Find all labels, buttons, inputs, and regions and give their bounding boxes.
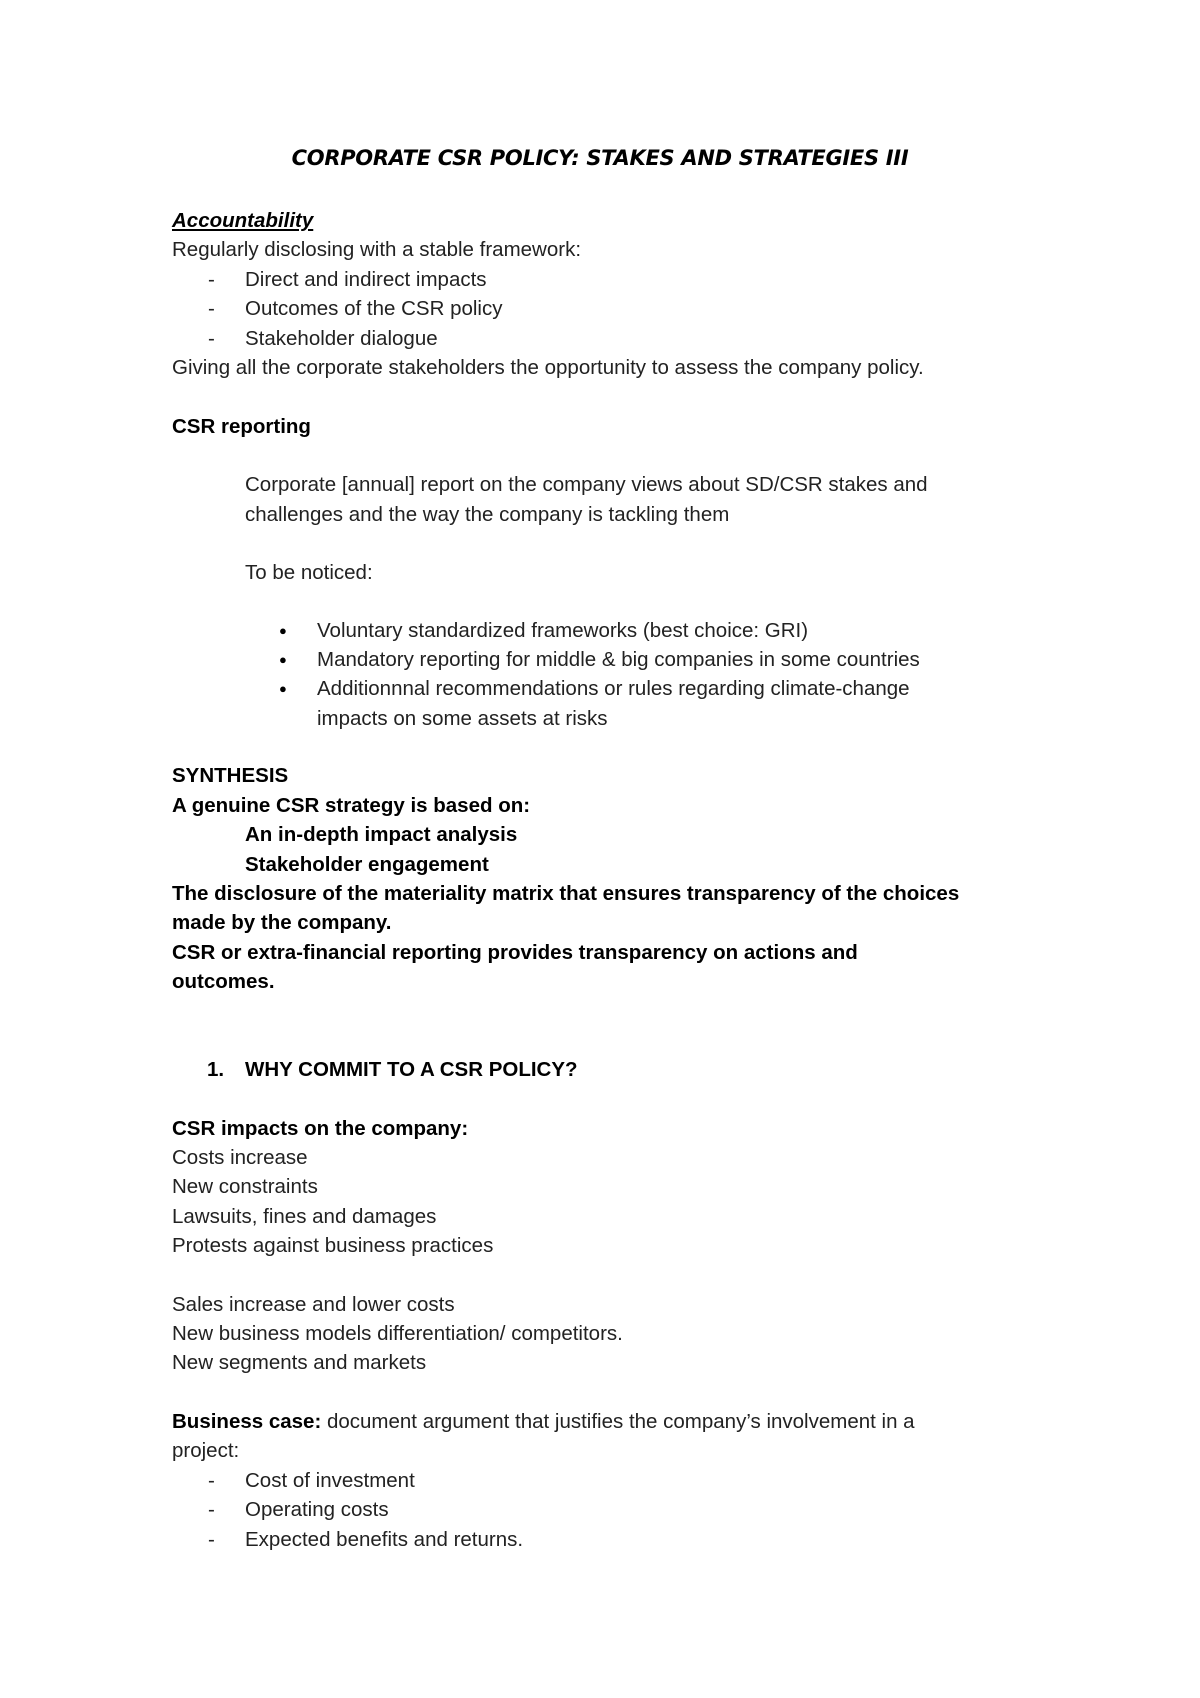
section-number: 1. — [207, 1058, 225, 1081]
list-dash: - — [208, 1498, 215, 1521]
list-item: Direct and indirect impacts — [245, 268, 487, 291]
csr-reporting-paragraph-line: Corporate [annual] report on the company views about SD/CSR stakes and — [245, 473, 928, 496]
synthesis-line: CSR or extra-financial reporting provides transparency on actions and — [172, 941, 858, 964]
impact-item: New constraints — [172, 1175, 318, 1198]
bullet-item: Additionnnal recommendations or rules regarding climate-change — [317, 677, 910, 700]
synthesis-line: Stakeholder engagement — [245, 853, 489, 876]
bullet-item: Mandatory reporting for middle & big companies in some countries — [317, 648, 920, 671]
synthesis-line: made by the company. — [172, 911, 392, 934]
list-dash: - — [208, 297, 215, 320]
synthesis-line: An in-depth impact analysis — [245, 823, 518, 846]
list-item: Stakeholder dialogue — [245, 327, 438, 350]
csr-reporting-paragraph-line: challenges and the way the company is tackling them — [245, 503, 730, 526]
impact-item: New segments and markets — [172, 1351, 427, 1374]
csr-reporting-heading: CSR reporting — [172, 415, 311, 438]
accountability-heading: Accountability — [172, 209, 314, 232]
to-be-noticed-label: To be noticed: — [245, 561, 373, 584]
accountability-intro: Regularly disclosing with a stable framework: — [172, 238, 582, 261]
list-item: Cost of investment — [245, 1469, 415, 1492]
list-item: Operating costs — [245, 1498, 389, 1521]
synthesis-line: A genuine CSR strategy is based on: — [172, 794, 531, 817]
impact-item: New business models differentiation/ competitors. — [172, 1322, 623, 1345]
bullet-icon: ● — [279, 652, 287, 667]
list-dash: - — [208, 1469, 215, 1492]
page-title: CORPORATE CSR POLICY: STAKES AND STRATEGIES III — [291, 146, 909, 170]
list-item: Outcomes of the CSR policy — [245, 297, 503, 320]
business-case-line-2: project: — [172, 1439, 240, 1462]
impacts-heading: CSR impacts on the company: — [172, 1117, 469, 1140]
synthesis-heading: SYNTHESIS — [172, 764, 289, 787]
bullet-icon: ● — [279, 681, 287, 696]
business-case-line — [172, 1407, 915, 1437]
synthesis-line: The disclosure of the materiality matrix that ensures transparency of the choices — [172, 882, 960, 905]
bullet-icon: ● — [279, 623, 287, 638]
impact-item: Lawsuits, fines and damages — [172, 1205, 437, 1228]
list-dash: - — [208, 327, 215, 350]
business-case-text: document argument that justifies the company’s involvement in a — [321, 1410, 915, 1433]
business-case-label: Business case: — [172, 1410, 322, 1433]
impact-item: Sales increase and lower costs — [172, 1293, 455, 1316]
bullet-item-continuation: impacts on some assets at risks — [317, 707, 608, 730]
list-dash: - — [208, 268, 215, 291]
synthesis-line: outcomes. — [172, 970, 275, 993]
bullet-item: Voluntary standardized frameworks (best choice: GRI) — [317, 619, 809, 642]
section-heading: WHY COMMIT TO A CSR POLICY? — [245, 1058, 578, 1081]
impact-item: Costs increase — [172, 1146, 308, 1169]
accountability-closing: Giving all the corporate stakeholders the opportunity to assess the company policy. — [172, 356, 924, 379]
impact-item: Protests against business practices — [172, 1234, 494, 1257]
list-dash: - — [208, 1528, 215, 1551]
list-item: Expected benefits and returns. — [245, 1528, 524, 1551]
